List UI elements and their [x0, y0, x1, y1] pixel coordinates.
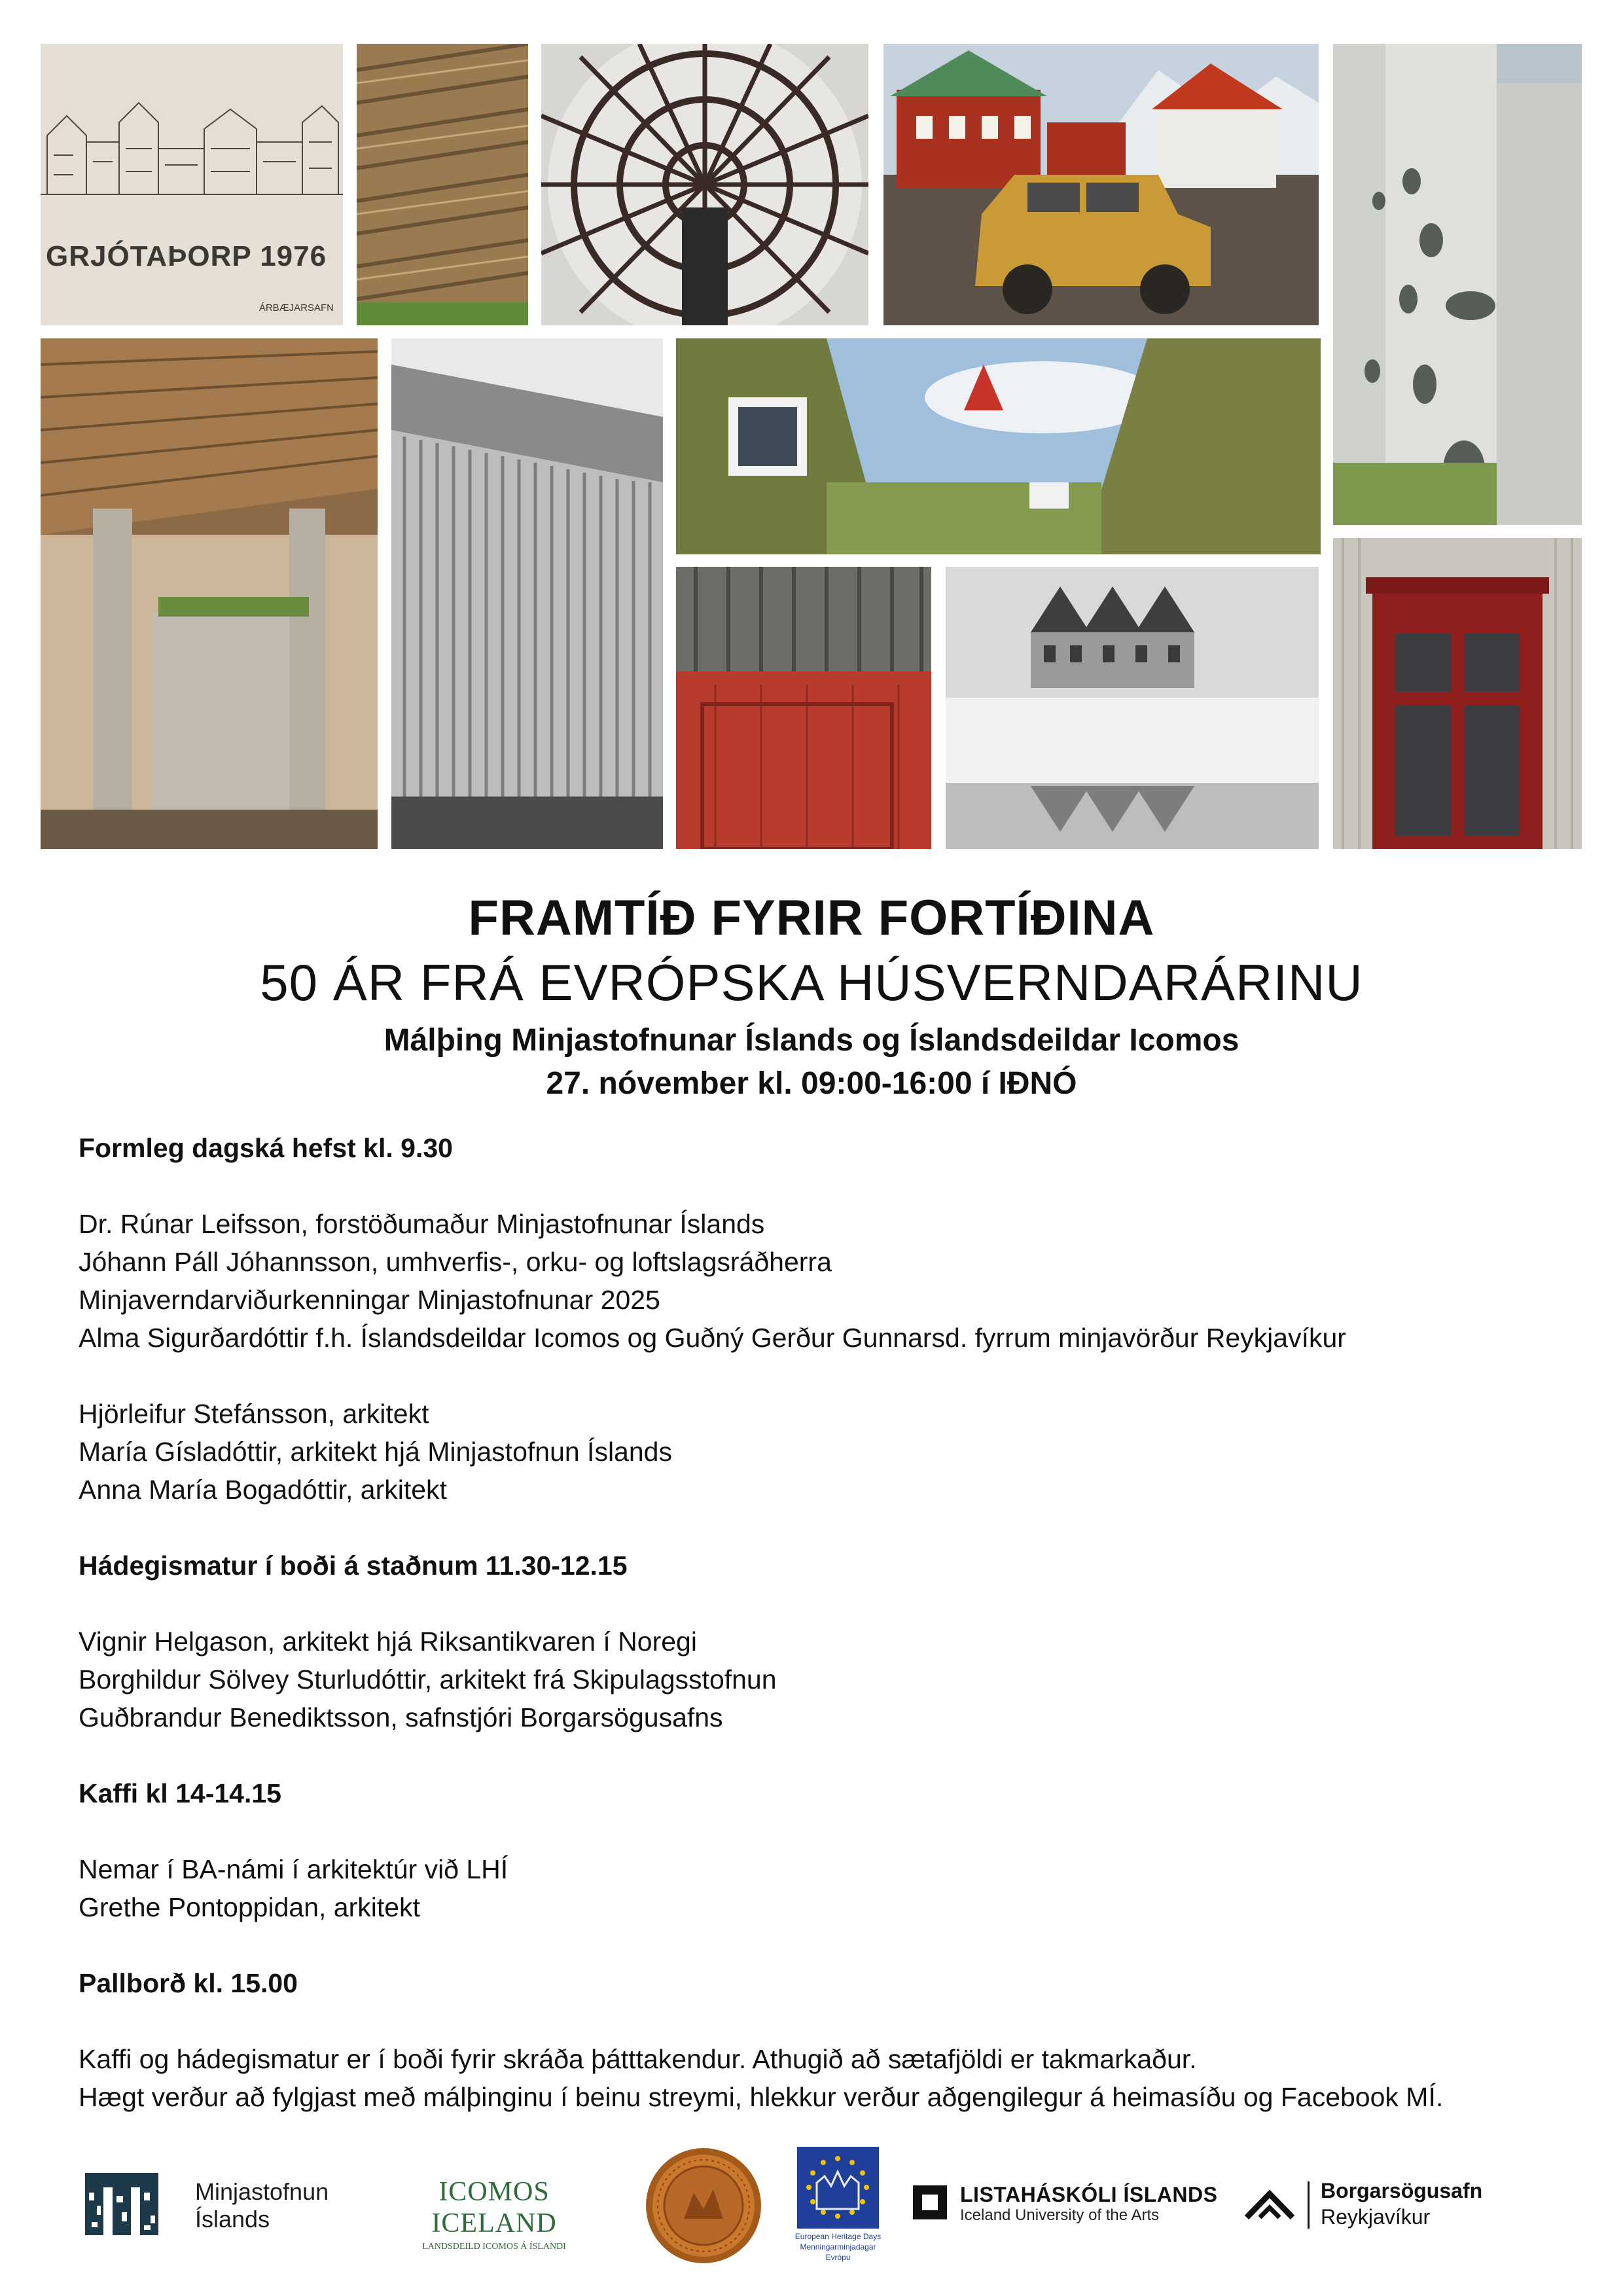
event-date-venue: 27. nóvember kl. 09:00-16:00 í IÐNÓ	[546, 1066, 1077, 1101]
icomos-iceland-logo	[373, 2176, 615, 2251]
event-organizers: Málþing Minjastofnunar Íslands og Íslandsdeildar Icomos	[383, 1023, 1240, 1058]
note-line: Hægt verður að fylgjast með málþinginu í beinu streymi, hlekkur verður aðgengilegur á heimasíðu og Facebook MÍ.	[79, 2082, 1444, 2112]
borgarsogusafn-divider	[1308, 2181, 1310, 2229]
photo-gabled-house-winter	[946, 567, 1319, 849]
agenda-heading-panel: Pallborð kl. 15.00	[79, 1968, 298, 1998]
speaker-line: Vignir Helgason, arkitekt hjá Riksantikvaren í Noregi	[79, 1626, 697, 1657]
agenda-heading-opening: Formleg dagská hefst kl. 9.30	[79, 1133, 453, 1163]
photo-turf-wall	[357, 44, 528, 325]
photo-ribbed-concrete-facade	[391, 338, 663, 849]
photo-timber-interior	[41, 338, 378, 849]
borgarsogusafn-name: Borgarsögusafn	[1321, 2179, 1483, 2202]
ehd-line1: European Heritage Days	[794, 2232, 882, 2241]
main-title: FRAMTÍÐ FYRIR FORTÍÐINA	[468, 890, 1155, 946]
icomos-subtitle: LANDSDEILD ICOMOS Á ÍSLANDI	[422, 2242, 566, 2251]
title-block	[0, 887, 1623, 1105]
speaker-line: María Gísladóttir, arkitekt hjá Minjastofnun Íslands	[79, 1437, 672, 1467]
ehd-line2: Menningarminjadagar	[800, 2242, 876, 2251]
lhi-english-name: Iceland University of the Arts	[960, 2206, 1160, 2224]
lhi-square-icon	[913, 2185, 947, 2219]
agenda	[79, 1129, 1558, 2116]
agenda-heading-lunch: Hádegismatur í boði á staðnum 11.30-12.15	[79, 1551, 628, 1581]
photo-red-houses-old-truck	[883, 44, 1319, 325]
speaker-line: Minjaverndarviðurkenningar Minjastofnunar 2025	[79, 1285, 660, 1315]
photo-credit: ÁRBÆJARSAFN	[259, 302, 334, 314]
speaker-line: Borghildur Sölvey Sturludóttir, arkitekt frá Skipulagsstofnun	[79, 1664, 777, 1695]
speaker-line: Alma Sigurðardóttir f.h. Íslandsdeildar Icomos og Guðný Gerður Gunnarsd. fyrrum minjavörður Reykjavíkur	[79, 1323, 1346, 1353]
minjastofnun-logo	[85, 2166, 347, 2238]
speaker-line: Anna María Bogadóttir, arkitekt	[79, 1475, 447, 1505]
photo-grjotathorp-sketch	[41, 44, 343, 325]
speaker-line: Nemar í BA-námi í arkitektúr við LHÍ	[79, 1854, 508, 1884]
borgarsogusafn-mark-icon	[1243, 2179, 1296, 2232]
minjastofnun-mark-icon	[85, 2166, 177, 2238]
photo-caption: GRJÓTAÞORP 1976	[46, 240, 327, 272]
minjastofnun-country: Íslands	[195, 2206, 270, 2233]
medal-seal-icon	[645, 2147, 762, 2265]
speaker-line: Jóhann Páll Jóhannsson, umhverfis-, orku- og loftslagsráðherra	[79, 1247, 832, 1277]
eu-flag-icon	[797, 2147, 879, 2229]
icomos-name: ICOMOS ICELAND	[431, 2177, 557, 2238]
borgarsogusafn-city: Reykjavíkur	[1321, 2205, 1431, 2229]
subtitle: 50 ÁR FRÁ EVRÓPSKA HÚSVERNDARÁRINU	[260, 954, 1363, 1011]
speaker-line: Hjörleifur Stefánsson, arkitekt	[79, 1399, 429, 1429]
note-line: Kaffi og hádegismatur er í boði fyrir skráða þátttakendur. Athugið að sætafjöldi er takmarkaður.	[79, 2044, 1197, 2074]
photo-dome-interior	[541, 44, 868, 325]
speaker-line: Dr. Rúnar Leifsson, forstöðumaður Minjastofnunar Íslands	[79, 1209, 765, 1239]
photo-turf-house-window	[676, 338, 1321, 554]
minjastofnun-name: Minjastofnun	[195, 2178, 329, 2205]
photo-white-concrete-wall	[1333, 44, 1582, 525]
photo-red-window-frame	[1333, 538, 1582, 849]
borgarsogusafn-logo	[1243, 2176, 1518, 2235]
ehd-line3: Evrópu	[825, 2253, 851, 2262]
sponsor-logos	[0, 2140, 1623, 2271]
agenda-heading-coffee: Kaffi kl 14-14.15	[79, 1778, 281, 1808]
lhi-name: LISTAHÁSKÓLI ÍSLANDS	[960, 2183, 1218, 2206]
photo-red-wooden-shed	[676, 567, 931, 849]
listahaskoli-logo	[913, 2183, 1227, 2229]
speaker-line: Guðbrandur Benediktsson, safnstjóri Borgarsögusafns	[79, 1702, 723, 1732]
european-heritage-days-logo	[794, 2147, 882, 2265]
speaker-line: Grethe Pontoppidan, arkitekt	[79, 1892, 420, 1922]
